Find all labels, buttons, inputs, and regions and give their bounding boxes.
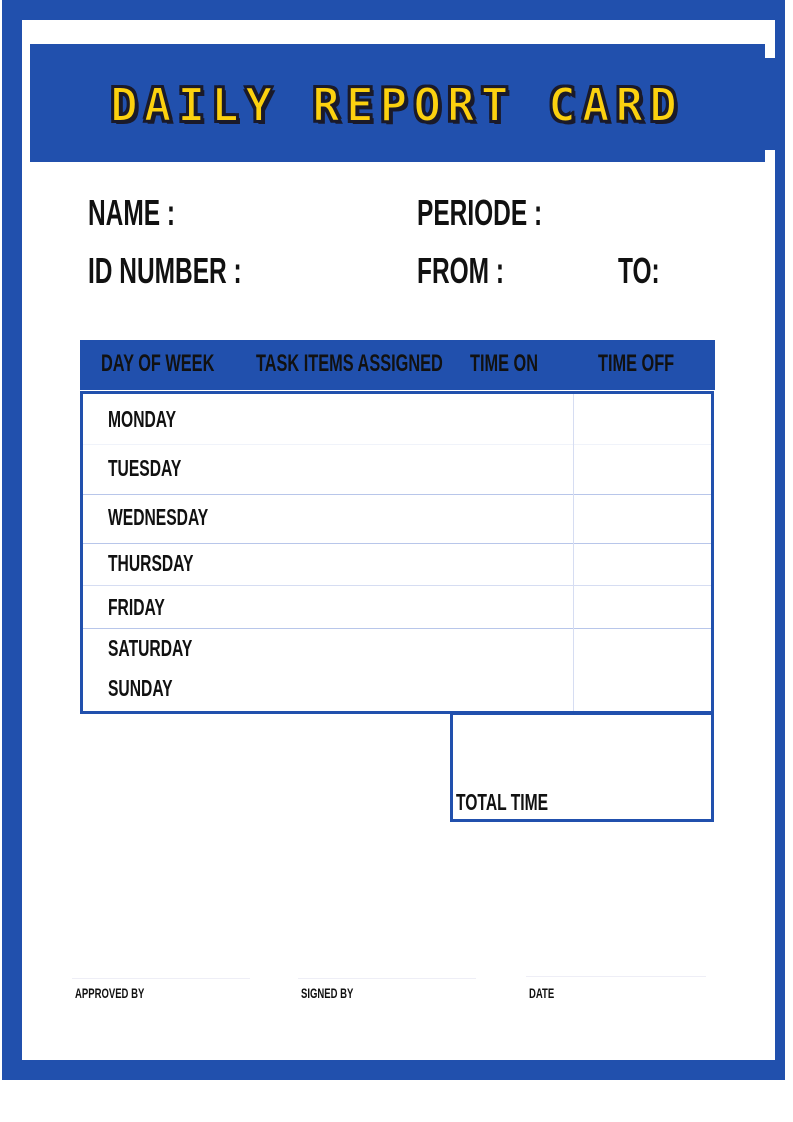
to-label: TO:: [618, 250, 660, 291]
day-tuesday: TUESDAY: [108, 455, 182, 481]
total-time-label: TOTAL TIME: [456, 789, 549, 815]
day-monday: MONDAY: [108, 406, 177, 432]
header-day-of-week: DAY OF WEEK: [101, 350, 215, 377]
signed-by-label: SIGNED BY: [301, 985, 354, 1001]
signed-line: [298, 978, 476, 979]
page-title: DAILY REPORT CARD: [110, 78, 683, 132]
from-label: FROM :: [417, 250, 505, 291]
approved-line: [72, 978, 250, 979]
approved-by-label: APPROVED BY: [75, 985, 145, 1001]
day-friday: FRIDAY: [108, 594, 165, 620]
date-label: DATE: [529, 985, 555, 1001]
header-time-on: TIME ON: [470, 350, 538, 377]
day-sunday: SUNDAY: [108, 675, 173, 701]
header-task-items: TASK ITEMS ASSIGNED: [256, 350, 443, 377]
day-thursday: THURSDAY: [108, 550, 194, 576]
day-saturday: SATURDAY: [108, 635, 193, 661]
name-label: NAME :: [88, 192, 176, 233]
date-line: [526, 976, 706, 977]
header-time-off: TIME OFF: [598, 350, 675, 377]
periode-label: PERIODE :: [417, 192, 543, 233]
id-number-label: ID NUMBER :: [88, 250, 242, 291]
day-wednesday: WEDNESDAY: [108, 504, 209, 530]
